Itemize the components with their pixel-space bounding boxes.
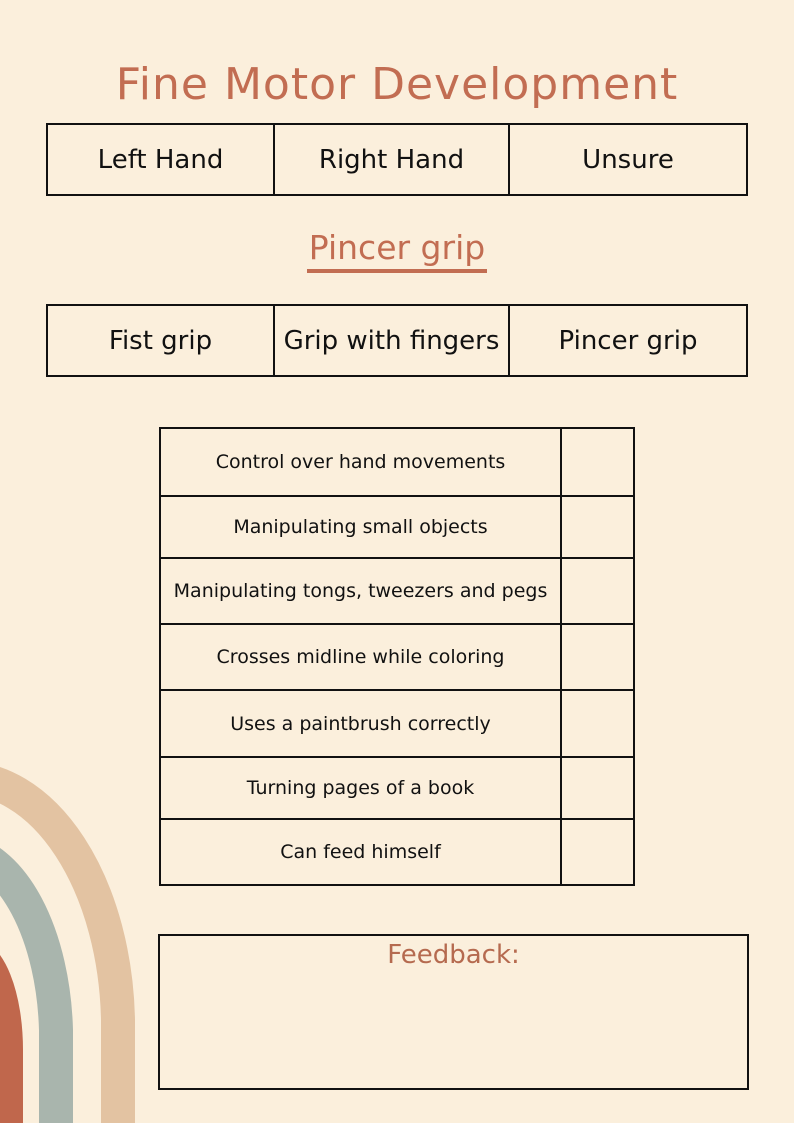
grip-type-table [46,304,748,377]
skill-checkbox[interactable] [562,820,633,884]
grip-option-pincer[interactable]: Pincer grip [508,306,746,375]
checklist-row [161,495,633,557]
hand-option-left[interactable]: Left Hand [97,144,224,175]
page-title: Fine Motor Development [115,59,679,111]
grip-option-fist[interactable]: Fist grip [108,325,213,356]
grip-option-fingers[interactable]: Grip with fingers [273,306,508,375]
skill-checkbox[interactable] [562,559,633,623]
skills-checklist [159,427,635,886]
checklist-row [161,756,633,818]
skill-label: Turning pages of a book [161,758,562,818]
skill-checkbox[interactable] [562,625,633,689]
skill-label: Control over hand movements [161,429,562,495]
hand-option-right[interactable]: Right Hand [273,125,508,194]
checklist-row [161,689,633,756]
skill-checkbox[interactable] [562,691,633,756]
skill-label: Can feed himself [161,820,562,884]
rainbow-decoration [0,760,150,1123]
hand-option-unsure[interactable]: Unsure [508,125,746,194]
skill-label: Uses a paintbrush correctly [161,691,562,756]
skill-checkbox[interactable] [562,758,633,818]
hand-preference-table [46,123,748,196]
feedback-label: Feedback: [387,940,520,970]
skill-checkbox[interactable] [562,497,633,557]
rainbow-arc-inner [0,950,10,1123]
skill-label: Crosses midline while coloring [161,625,562,689]
checklist-row [161,557,633,623]
checklist-row [161,429,633,495]
feedback-box[interactable] [158,934,749,1090]
checklist-row [161,818,633,884]
checklist-row [161,623,633,689]
skill-label: Manipulating tongs, tweezers and pegs [161,559,562,623]
skill-checkbox[interactable] [562,429,633,495]
section-heading-text: Pincer grip [307,228,487,273]
section-heading [0,228,794,273]
skill-label: Manipulating small objects [161,497,562,557]
